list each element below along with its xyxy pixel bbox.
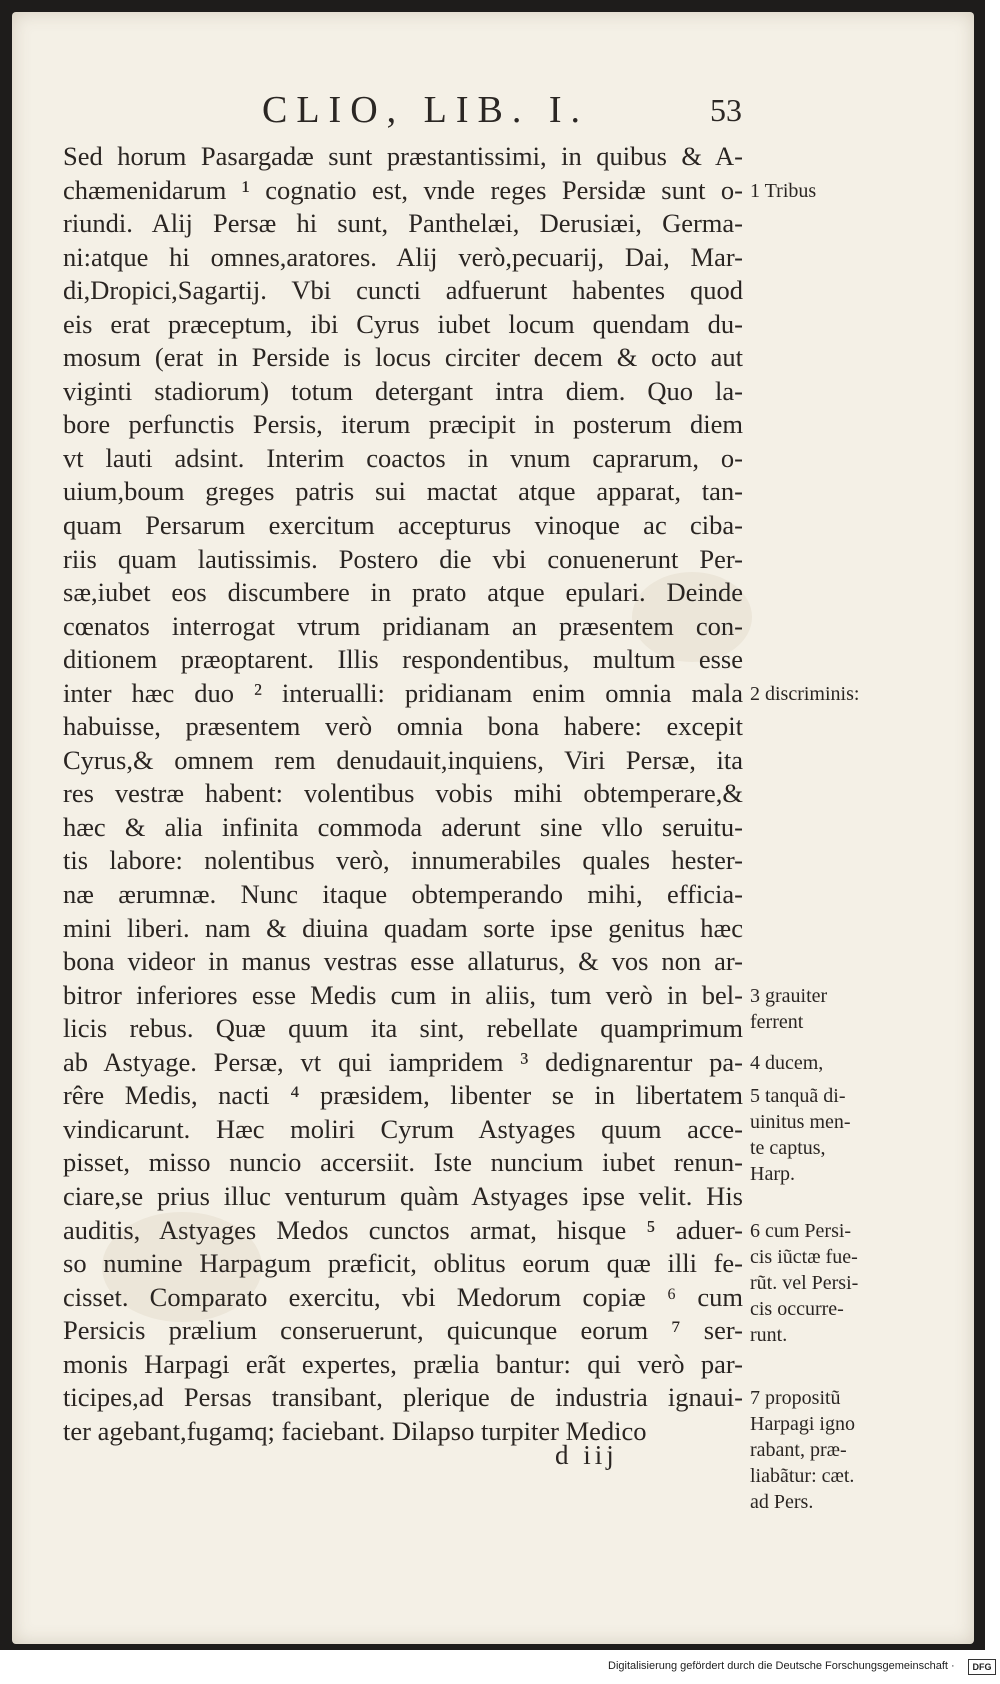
text-line: res vestræ habent: volentibus vobis mihi obtemperare,& — [63, 778, 743, 809]
margin-note — [750, 681, 859, 707]
margin-note-line: 7 propositũ — [750, 1387, 841, 1410]
text-line: mosum (erat in Perside is locus circiter decem & octo aut — [63, 342, 743, 373]
text-line: di,Dropici,Sagartij. Vbi cuncti adfuerunt habentes quod — [63, 275, 743, 306]
margin-note-line: cis iũctæ fue- — [750, 1245, 858, 1268]
text-line: viginti stadiorum) totum detergant intra diem. Quo la- — [63, 375, 743, 406]
margin-note-line: 3 grauiter — [750, 984, 828, 1007]
text-line: hæc & alia infinita commoda aderunt sine vllo seruitu- — [63, 811, 743, 842]
text-line: Cyrus,& omnem rem denudauit,inquiens, Viri Persæ, ita — [63, 744, 743, 775]
text-line: eis erat præceptum, ibi Cyrus iubet locum quendam du- — [63, 308, 743, 339]
margin-note-line: 6 cum Persi- — [750, 1219, 852, 1242]
text-line: uium,boum greges patris sui mactat atque apparat, tan- — [63, 476, 743, 507]
page-number: 53 — [710, 92, 742, 128]
margin-note-line: liabãtur: cæt. — [750, 1465, 855, 1488]
margin-note-line: rabant, præ- — [750, 1439, 847, 1462]
text-line: rêre Medis, nacti ⁴ præsidem, libenter se in libertatem — [63, 1080, 743, 1111]
margin-note-line: runt. — [750, 1323, 788, 1346]
margin-note — [750, 1385, 855, 1515]
margin-note — [750, 1218, 858, 1348]
text-line: ab Astyage. Persæ, vt qui iampridem ³ dedignarentur pa- — [63, 1046, 743, 1077]
text-line: riundi. Alij Persæ hi sunt, Panthelæi, Derusiæi, Germa- — [63, 208, 743, 239]
text-line: Persicis prælium conseruerunt, quicunque eorum ⁷ ser- — [63, 1315, 743, 1346]
margin-note — [750, 178, 816, 204]
text-line: inter hæc duo ² interualli: pridianam enim omnia mala — [63, 677, 743, 708]
text-line: tis labore: nolentibus verò, innumerabiles quales hester- — [63, 845, 743, 876]
text-line: so numine Harpagum præficit, oblitus eorum quæ illi fe- — [63, 1248, 743, 1279]
text-line: quam Persarum exercitum accepturus vinoque ac ciba- — [63, 510, 743, 541]
text-line: næ ærumnæ. Nunc itaque obtemperando mihi, efficia- — [63, 879, 743, 910]
dfg-logo: DFG — [968, 1659, 996, 1675]
main-text-block — [63, 140, 743, 1448]
text-line: cœnatos interrogat vtrum pridianam an præsentem con- — [63, 610, 743, 641]
text-line: pisset, misso nuncio accersiit. Iste nuncium iubet renun- — [63, 1147, 743, 1178]
text-line: ticipes,ad Persas transibant, plerique de industria ignaui- — [63, 1382, 743, 1413]
text-line: vt lauti adsint. Interim coactos in vnum caprarum, o- — [63, 442, 743, 473]
text-line: Sed horum Pasargadæ sunt præstantissimi, in quibus & A- — [63, 141, 743, 171]
margin-note-line: ad Pers. — [750, 1491, 814, 1514]
margin-note-line: cis occurre- — [750, 1297, 844, 1320]
running-title: CLIO, LIB. I. — [262, 89, 590, 131]
margin-note — [750, 983, 827, 1035]
text-line: ciare,se prius illuc venturum quàm Astyages ipse velit. His — [63, 1180, 743, 1211]
margin-note-line: Harpagi igno — [750, 1413, 855, 1436]
margin-note — [750, 1050, 823, 1076]
text-line: chæmenidarum ¹ cognatio est, vnde reges Persidæ sunt o- — [63, 174, 743, 205]
text-line: licis rebus. Quæ quum ita sint, rebellate quamprimum — [63, 1013, 743, 1044]
text-line: bore perfunctis Persis, iterum præcipit in posterum diem — [63, 409, 743, 440]
margin-note-line: 2 discriminis: — [750, 682, 860, 705]
text-line: cisset. Comparato exercitu, vbi Medorum copiæ ⁶ cum — [63, 1281, 743, 1312]
text-line: ter agebant,fugamq; faciebant. Dilapso turpiter Medico — [63, 1415, 647, 1446]
margin-note-line: Harp. — [750, 1163, 795, 1186]
text-line: sæ,iubet eos discumbere in prato atque epulari. Deinde — [63, 577, 743, 608]
text-line: vindicarunt. Hæc moliri Cyrum Astyages quum acce- — [63, 1113, 743, 1144]
text-line: bitror inferiores esse Medis cum in aliis, tum verò in bel- — [63, 979, 743, 1010]
text-line: ni:atque hi omnes,aratores. Alij verò,pecuarij, Dai, Mar- — [63, 241, 743, 272]
margin-note-line: 1 Tribus — [750, 179, 817, 202]
text-line: monis Harpagi erãt expertes, prælia bantur: qui verò par- — [63, 1348, 743, 1379]
margin-note-line: ferrent — [750, 1010, 804, 1033]
margin-note-line: 5 tanquã di- — [750, 1085, 846, 1108]
text-line: ditionem præoptarent. Illis respondentibus, multum esse — [63, 644, 743, 675]
text-line: habuisse, præsentem verò omnia bona habere: excepit — [63, 711, 743, 742]
margin-note-line: rũt. vel Persi- — [750, 1271, 859, 1294]
margin-note-line: uinitus men- — [750, 1111, 851, 1134]
margin-note-line: 4 ducem, — [750, 1051, 824, 1074]
catchword-signature: d iij — [555, 1440, 618, 1470]
text-line: auditis, Astyages Medos cunctos armat, hisque ⁵ aduer- — [63, 1214, 743, 1245]
margin-note-line: te captus, — [750, 1137, 826, 1160]
margin-note — [750, 1083, 851, 1187]
text-line: bona videor in manus vestras esse allaturus, & vos non ar- — [63, 946, 743, 977]
text-line: mini liberi. nam & diuina quadam sorte ipse genitus hæc — [63, 912, 743, 943]
digitization-credit: Digitalisierung gefördert durch die Deutsche Forschungsgemeinschaft · — [608, 1660, 955, 1672]
text-line: riis quam lautissimis. Postero die vbi conuenerunt Per- — [63, 543, 743, 574]
